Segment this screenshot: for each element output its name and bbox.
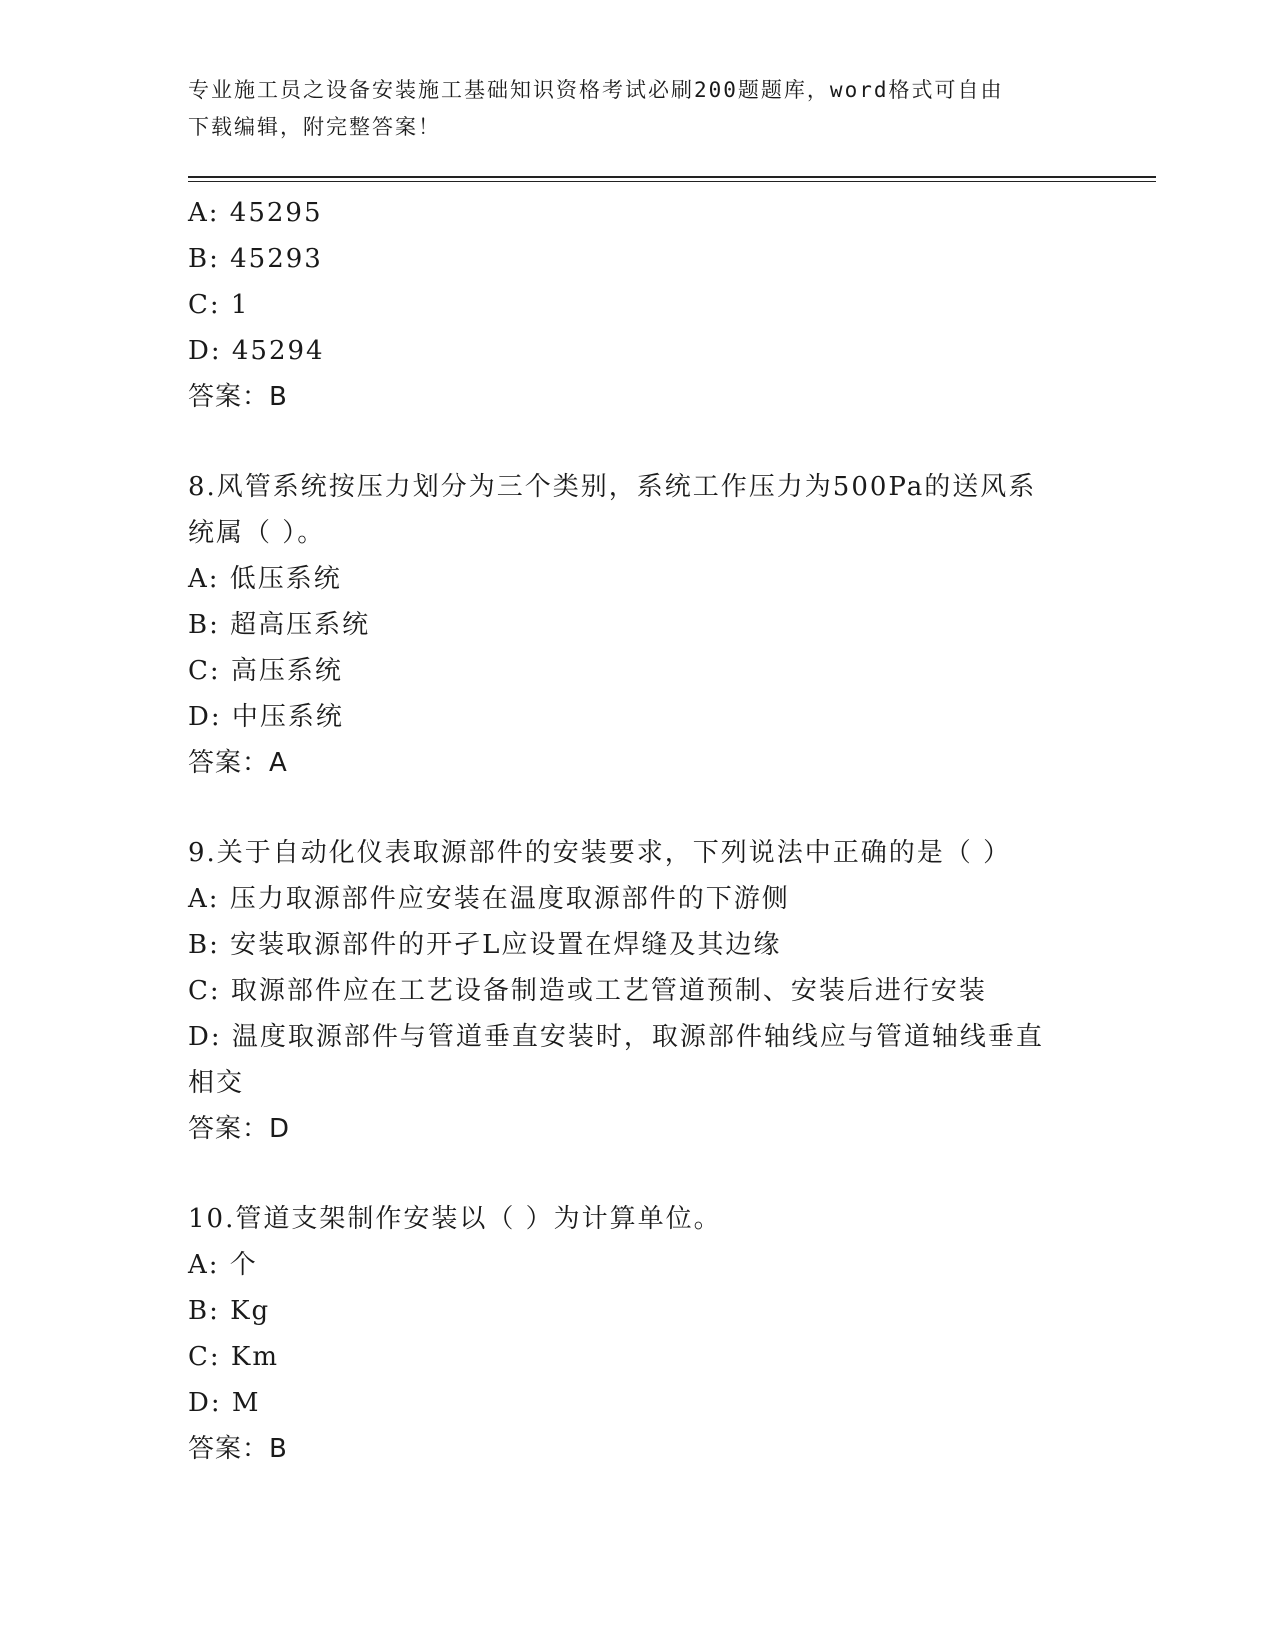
answer-line: 答案：B [188, 382, 288, 412]
question-7 [188, 190, 1088, 420]
option-d: D: 温度取源部件与管道垂直安装时，取源部件轴线应与管道轴线垂直 [188, 1022, 1044, 1052]
option-d: D: 45294 [188, 336, 325, 366]
question-8 [188, 464, 1088, 786]
header-line-2: 下载编辑，附完整答案！ [188, 115, 441, 139]
answer-line: 答案：A [188, 748, 288, 778]
option-c: C: 取源部件应在工艺设备制造或工艺管道预制、安装后进行安装 [188, 976, 987, 1006]
option-a: A: 低压系统 [188, 564, 342, 594]
question-stem-cont: 统属（ ）。 [188, 518, 326, 548]
option-d-cont: 相交 [188, 1068, 245, 1098]
answer-line: 答案：B [188, 1434, 288, 1464]
option-c: C: Km [188, 1342, 279, 1372]
header-divider-top [188, 176, 1156, 178]
option-a: A: 压力取源部件应安装在温度取源部件的下游侧 [188, 884, 790, 914]
header-line-1: 专业施工员之设备安装施工基础知识资格考试必刷200题题库，word格式可自由 [188, 78, 1004, 102]
document-header [188, 72, 1088, 146]
option-c: C: 1 [188, 290, 250, 320]
question-stem: 10.管道支架制作安装以（ ）为计算单位。 [188, 1204, 722, 1234]
question-10 [188, 1196, 1088, 1472]
option-b: B: 45293 [188, 244, 323, 274]
question-list [188, 190, 1088, 1472]
answer-line: 答案：D [188, 1114, 291, 1144]
option-d: D: M [188, 1388, 261, 1418]
option-c: C: 高压系统 [188, 656, 343, 686]
header-divider-bottom [188, 181, 1156, 182]
option-d: D: 中压系统 [188, 702, 344, 732]
option-b: B: Kg [188, 1296, 271, 1326]
option-b: B: 安装取源部件的开孑L应设置在焊缝及其边缘 [188, 930, 782, 960]
option-a: A: 个 [188, 1250, 258, 1280]
option-b: B: 超高压系统 [188, 610, 371, 640]
question-9 [188, 830, 1088, 1152]
question-stem: 8.风管系统按压力划分为三个类别，系统工作压力为500Pa的送风系 [188, 472, 1037, 502]
question-stem: 9.关于自动化仪表取源部件的安装要求，下列说法中正确的是（ ） [188, 838, 1012, 868]
option-a: A: 45295 [188, 198, 323, 228]
